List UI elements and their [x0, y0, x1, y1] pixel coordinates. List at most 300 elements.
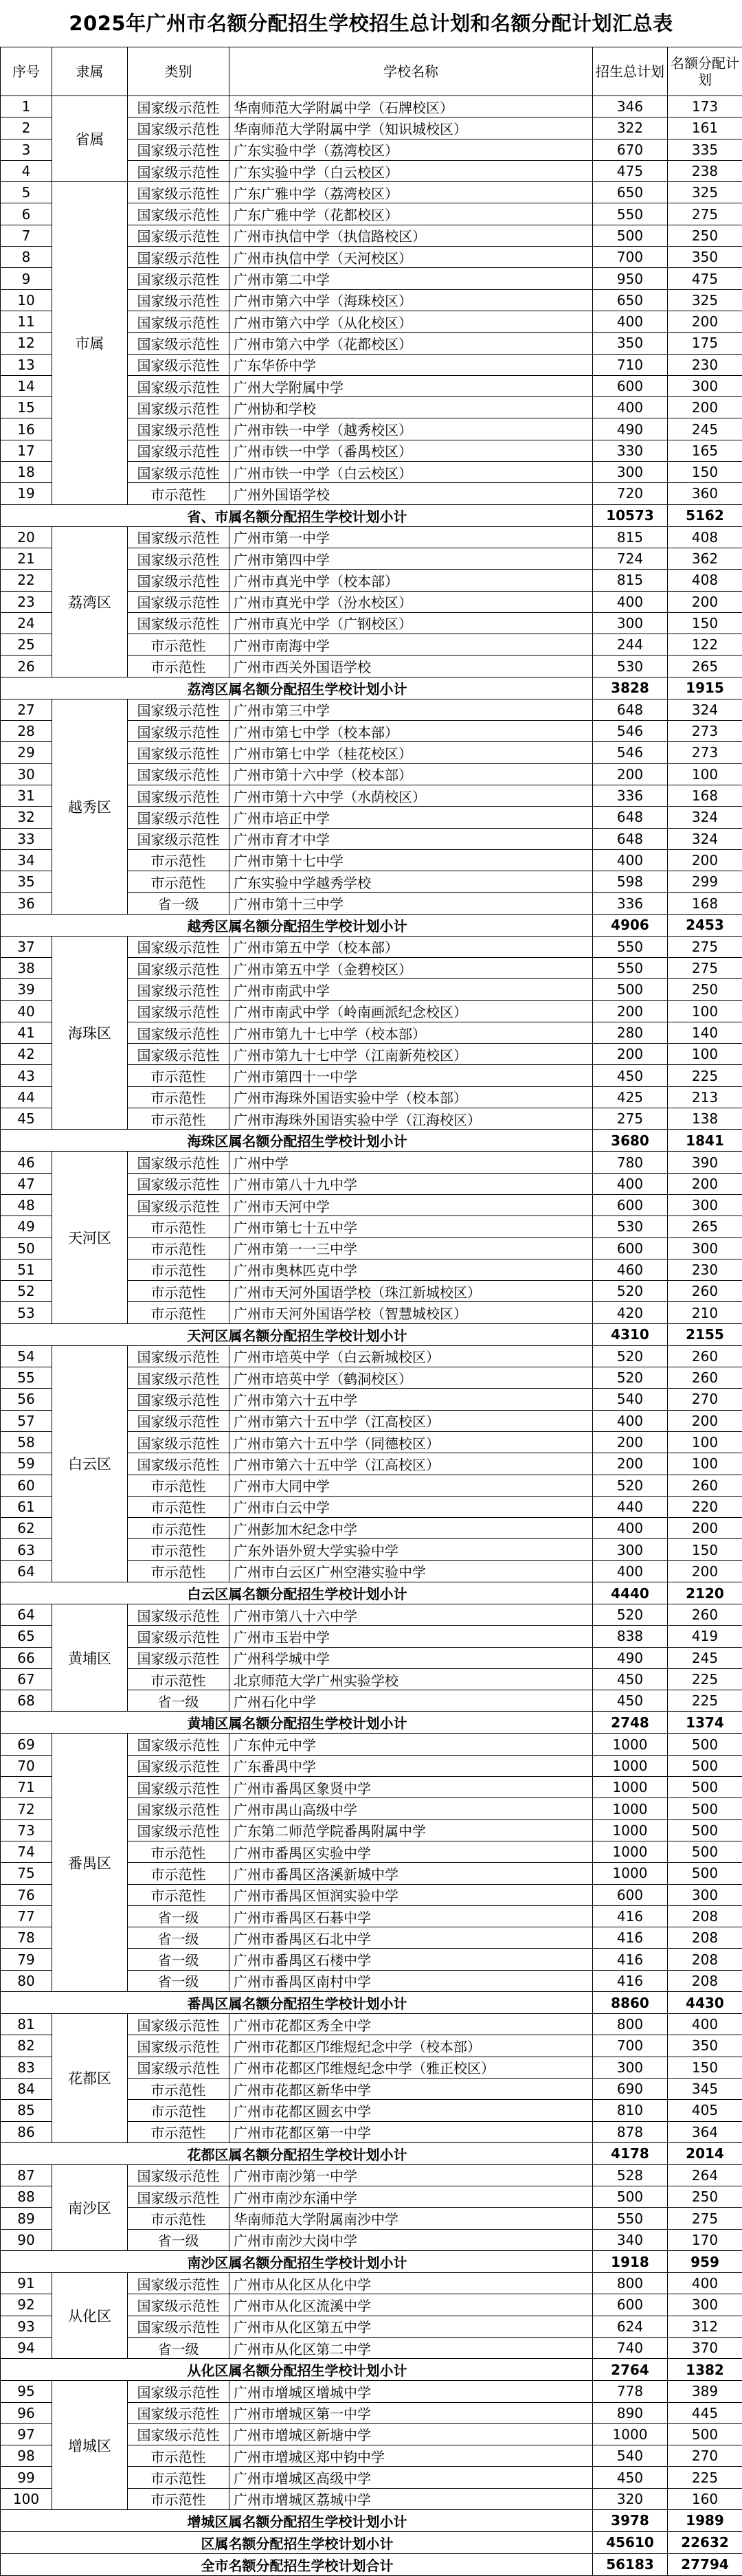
row-total: 540 — [593, 1389, 668, 1410]
row-quota: 299 — [668, 871, 742, 893]
row-category: 国家级示范性 — [128, 2381, 229, 2402]
row-quota: 208 — [668, 1927, 742, 1949]
subtotal-label: 番禺区属名额分配招生学校计划小计 — [1, 1992, 593, 2014]
row-total: 450 — [593, 1065, 668, 1086]
subtotal-quota: 4430 — [668, 1992, 742, 2014]
row-school: 广东外语外贸大学实验中学 — [229, 1539, 593, 1560]
row-school: 广州市第一一三中学 — [229, 1237, 593, 1259]
row-quota: 168 — [668, 893, 742, 914]
row-quota: 173 — [668, 96, 742, 117]
row-seq: 93 — [1, 2316, 52, 2337]
row-total: 624 — [593, 2316, 668, 2337]
row-quota: 200 — [668, 849, 742, 871]
row-seq: 91 — [1, 2273, 52, 2294]
row-seq: 71 — [1, 1777, 52, 1798]
row-total: 416 — [593, 1927, 668, 1949]
subtotal-quota: 1989 — [668, 2509, 742, 2531]
row-total: 1000 — [593, 1798, 668, 1819]
row-total: 450 — [593, 2467, 668, 2488]
row-quota: 175 — [668, 333, 742, 354]
row-category: 国家级示范性 — [128, 2273, 229, 2294]
row-seq: 81 — [1, 2014, 52, 2035]
row-total: 878 — [593, 2121, 668, 2142]
row-total: 800 — [593, 2014, 668, 2035]
row-group: 黄埔区 — [52, 1604, 128, 1712]
row-category: 省一级 — [128, 1970, 229, 1991]
row-total: 336 — [593, 893, 668, 914]
row-category: 市示范性 — [128, 1281, 229, 1302]
row-school: 广州市花都区邝维煜纪念中学（校本部） — [229, 2035, 593, 2057]
row-total: 800 — [593, 2273, 668, 2294]
row-quota: 225 — [668, 2467, 742, 2488]
subtotal-row — [1, 677, 742, 699]
subtotal-quota: 5162 — [668, 504, 742, 526]
row-total: 400 — [593, 397, 668, 418]
subtotal-total: 3828 — [593, 677, 668, 699]
header-category: 类别 — [128, 47, 229, 96]
row-quota: 345 — [668, 2078, 742, 2099]
row-school: 广东实验中学（荔湾校区） — [229, 139, 593, 160]
row-total: 700 — [593, 247, 668, 268]
row-total: 1000 — [593, 1863, 668, 1884]
row-quota: 225 — [668, 1065, 742, 1086]
row-quota: 325 — [668, 289, 742, 311]
row-total: 690 — [593, 2078, 668, 2099]
subtotal-label: 省、市属名额分配招生学校计划小计 — [1, 504, 593, 526]
row-school: 广东广雅中学（花都校区） — [229, 203, 593, 225]
row-category: 省一级 — [128, 1690, 229, 1712]
row-total: 528 — [593, 2164, 668, 2186]
row-school: 广州外国语学校 — [229, 483, 593, 504]
row-category: 国家级示范性 — [128, 354, 229, 375]
row-category: 国家级示范性 — [128, 1777, 229, 1798]
row-category: 国家级示范性 — [128, 763, 229, 785]
subtotal-total: 56183 — [593, 2553, 668, 2575]
row-total: 490 — [593, 418, 668, 440]
row-quota: 100 — [668, 1431, 742, 1453]
subtotal-label: 荔湾区属名额分配招生学校计划小计 — [1, 677, 593, 699]
row-seq: 95 — [1, 2381, 52, 2402]
row-quota: 264 — [668, 2164, 742, 2186]
row-total: 400 — [593, 1173, 668, 1194]
row-school: 广州市执信中学（执信路校区） — [229, 225, 593, 246]
table-row — [1, 699, 742, 720]
row-seq: 41 — [1, 1022, 52, 1043]
row-school: 广州市天河外国语学校（智慧城校区） — [229, 1302, 593, 1323]
row-seq: 6 — [1, 203, 52, 225]
row-quota: 200 — [668, 1560, 742, 1582]
row-school: 广州市培英中学（白云新城校区） — [229, 1345, 593, 1367]
row-school: 广州市花都区秀全中学 — [229, 2014, 593, 2035]
row-seq: 5 — [1, 182, 52, 203]
row-school: 广州市第六十五中学（同德校区） — [229, 1431, 593, 1453]
row-school: 广州市南武中学 — [229, 979, 593, 1000]
row-school: 北京师范大学广州实验学校 — [229, 1668, 593, 1690]
row-seq: 4 — [1, 160, 52, 181]
row-seq: 17 — [1, 440, 52, 461]
row-group: 增城区 — [52, 2381, 128, 2510]
row-category: 国家级示范性 — [128, 1755, 229, 1776]
row-seq: 64 — [1, 1604, 52, 1626]
subtotal-row — [1, 1712, 742, 1734]
row-quota: 245 — [668, 1647, 742, 1668]
row-category: 市示范性 — [128, 2467, 229, 2488]
row-school: 广州市第九十七中学（校本部） — [229, 1022, 593, 1043]
row-seq: 72 — [1, 1798, 52, 1819]
row-quota: 500 — [668, 1863, 742, 1884]
row-school: 广州市第四十一中学 — [229, 1065, 593, 1086]
row-category: 国家级示范性 — [128, 2164, 229, 2186]
row-school: 广州市第十六中学（水荫校区） — [229, 785, 593, 806]
header-group: 隶属 — [52, 47, 128, 96]
row-school: 广州市增城区郑中钧中学 — [229, 2445, 593, 2467]
row-total: 648 — [593, 807, 668, 828]
page-title: 2025年广州市名额分配招生学校招生总计划和名额分配计划汇总表 — [0, 0, 742, 47]
row-total: 500 — [593, 225, 668, 246]
row-total: 500 — [593, 2186, 668, 2208]
row-quota: 260 — [668, 1367, 742, 1389]
row-quota: 370 — [668, 2337, 742, 2358]
row-category: 国家级示范性 — [128, 979, 229, 1000]
row-group: 南沙区 — [52, 2164, 128, 2250]
row-school: 广州市第十三中学 — [229, 893, 593, 914]
row-total: 550 — [593, 957, 668, 978]
row-school: 广州市白云区广州空港实验中学 — [229, 1560, 593, 1582]
row-category: 国家级示范性 — [128, 807, 229, 828]
row-category: 国家级示范性 — [128, 2294, 229, 2316]
row-school: 广州市番禺区实验中学 — [229, 1841, 593, 1862]
row-quota: 200 — [668, 397, 742, 418]
row-seq: 16 — [1, 418, 52, 440]
row-quota: 265 — [668, 656, 742, 677]
subtotal-quota: 1915 — [668, 677, 742, 699]
table-row — [1, 936, 742, 957]
row-seq: 22 — [1, 570, 52, 591]
row-school: 广东仲元中学 — [229, 1734, 593, 1755]
subtotal-total: 3680 — [593, 1130, 668, 1152]
subtotal-quota: 27794 — [668, 2553, 742, 2575]
row-total: 810 — [593, 2100, 668, 2121]
table-row — [1, 1734, 742, 1755]
row-school: 广州市海珠外国语实验中学（江海校区） — [229, 1108, 593, 1130]
row-school: 广州市西关外国语学校 — [229, 656, 593, 677]
row-quota: 500 — [668, 1841, 742, 1862]
subtotal-row — [1, 2251, 742, 2273]
row-quota: 500 — [668, 2423, 742, 2445]
row-seq: 32 — [1, 807, 52, 828]
row-seq: 56 — [1, 1389, 52, 1410]
row-category: 国家级示范性 — [128, 1044, 229, 1065]
subtotal-label: 海珠区属名额分配招生学校计划小计 — [1, 1130, 593, 1152]
subtotal-row — [1, 2553, 742, 2575]
row-total: 546 — [593, 721, 668, 742]
table-row — [1, 1152, 742, 1173]
subtotal-quota: 2120 — [668, 1582, 742, 1604]
row-seq: 43 — [1, 1065, 52, 1086]
row-quota: 200 — [668, 1518, 742, 1539]
row-total: 815 — [593, 526, 668, 548]
row-total: 530 — [593, 656, 668, 677]
row-seq: 49 — [1, 1216, 52, 1237]
row-category: 国家级示范性 — [128, 1367, 229, 1389]
row-quota: 300 — [668, 1194, 742, 1216]
row-seq: 92 — [1, 2294, 52, 2316]
row-category: 国家级示范性 — [128, 375, 229, 396]
row-school: 广州市第三中学 — [229, 699, 593, 720]
row-school: 广州市奥林匹克中学 — [229, 1259, 593, 1280]
row-group: 白云区 — [52, 1345, 128, 1582]
row-school: 广州协和学校 — [229, 397, 593, 418]
row-total: 400 — [593, 1410, 668, 1431]
row-seq: 1 — [1, 96, 52, 117]
row-quota: 208 — [668, 1949, 742, 1970]
row-quota: 275 — [668, 936, 742, 957]
row-seq: 94 — [1, 2337, 52, 2358]
row-quota: 138 — [668, 1108, 742, 1130]
row-school: 广州市番禺区南村中学 — [229, 1970, 593, 1991]
subtotal-total: 4178 — [593, 2142, 668, 2164]
row-quota: 312 — [668, 2316, 742, 2337]
row-category: 省一级 — [128, 2229, 229, 2250]
subtotal-label: 从化区属名额分配招生学校计划小计 — [1, 2359, 593, 2381]
row-seq: 24 — [1, 612, 52, 634]
row-quota: 230 — [668, 1259, 742, 1280]
row-category: 国家级示范性 — [128, 828, 229, 849]
row-category: 国家级示范性 — [128, 1152, 229, 1173]
subtotal-label: 天河区属名额分配招生学校计划小计 — [1, 1323, 593, 1345]
row-category: 国家级示范性 — [128, 1819, 229, 1841]
row-quota: 100 — [668, 1453, 742, 1475]
header-total: 招生总计划 — [593, 47, 668, 96]
subtotal-total: 45610 — [593, 2531, 668, 2553]
row-quota: 200 — [668, 311, 742, 332]
row-seq: 67 — [1, 1668, 52, 1690]
row-seq: 66 — [1, 1647, 52, 1668]
row-seq: 27 — [1, 699, 52, 720]
row-category: 市示范性 — [128, 1216, 229, 1237]
row-school: 广东第二师范学院番禺附属中学 — [229, 1819, 593, 1841]
row-school: 广州市第七十五中学 — [229, 1216, 593, 1237]
row-total: 780 — [593, 1152, 668, 1173]
row-category: 国家级示范性 — [128, 570, 229, 591]
row-category: 市示范性 — [128, 1259, 229, 1280]
row-school: 华南师范大学附属南沙中学 — [229, 2208, 593, 2229]
subtotal-quota: 2155 — [668, 1323, 742, 1345]
row-total: 450 — [593, 1690, 668, 1712]
row-total: 600 — [593, 1194, 668, 1216]
row-total: 200 — [593, 1044, 668, 1065]
row-category: 国家级示范性 — [128, 182, 229, 203]
row-category: 市示范性 — [128, 1841, 229, 1862]
table-row — [1, 2164, 742, 2186]
row-total: 300 — [593, 2057, 668, 2078]
row-seq: 37 — [1, 936, 52, 957]
subtotal-total: 2764 — [593, 2359, 668, 2381]
row-school: 广州市第六中学（花都校区） — [229, 333, 593, 354]
row-school: 广州市花都区圆玄中学 — [229, 2100, 593, 2121]
row-category: 市示范性 — [128, 1884, 229, 1905]
row-category: 市示范性 — [128, 1237, 229, 1259]
row-category: 国家级示范性 — [128, 1453, 229, 1475]
row-school: 广州市第九十七中学（江南新苑校区） — [229, 1044, 593, 1065]
row-seq: 83 — [1, 2057, 52, 2078]
table-row — [1, 1345, 742, 1367]
row-quota: 408 — [668, 526, 742, 548]
row-school: 广州市真光中学（汾水校区） — [229, 591, 593, 612]
row-quota: 324 — [668, 828, 742, 849]
row-total: 724 — [593, 548, 668, 569]
row-seq: 100 — [1, 2488, 52, 2509]
row-seq: 61 — [1, 1496, 52, 1517]
row-total: 520 — [593, 1367, 668, 1389]
row-total: 720 — [593, 483, 668, 504]
row-school: 广州市南沙第一中学 — [229, 2164, 593, 2186]
row-quota: 170 — [668, 2229, 742, 2250]
row-quota: 500 — [668, 1819, 742, 1841]
row-quota: 400 — [668, 2273, 742, 2294]
row-school: 广州市第六十五中学（江高校区） — [229, 1453, 593, 1475]
row-seq: 96 — [1, 2402, 52, 2423]
row-seq: 77 — [1, 1905, 52, 1927]
row-quota: 300 — [668, 375, 742, 396]
row-quota: 208 — [668, 1905, 742, 1927]
subtotal-quota: 2014 — [668, 2142, 742, 2164]
row-seq: 62 — [1, 1518, 52, 1539]
row-category: 市示范性 — [128, 2100, 229, 2121]
row-seq: 46 — [1, 1152, 52, 1173]
row-quota: 335 — [668, 139, 742, 160]
row-school: 广州市花都区邝维煜纪念中学（雅正校区） — [229, 2057, 593, 2078]
row-seq: 87 — [1, 2164, 52, 2186]
row-school: 广东番禺中学 — [229, 1755, 593, 1776]
row-quota: 150 — [668, 1539, 742, 1560]
table-row — [1, 2273, 742, 2294]
subtotal-quota: 1382 — [668, 2359, 742, 2381]
row-seq: 2 — [1, 117, 52, 139]
row-total: 650 — [593, 182, 668, 203]
row-seq: 74 — [1, 1841, 52, 1862]
row-total: 416 — [593, 1970, 668, 1991]
row-total: 416 — [593, 1949, 668, 1970]
row-category: 国家级示范性 — [128, 333, 229, 354]
table-row — [1, 2381, 742, 2402]
row-category: 国家级示范性 — [128, 397, 229, 418]
row-seq: 12 — [1, 333, 52, 354]
row-school: 广州市花都区第一中学 — [229, 2121, 593, 2142]
row-school: 广州市第八十六中学 — [229, 1604, 593, 1626]
row-category: 国家级示范性 — [128, 139, 229, 160]
row-school: 广州市第五中学（金碧校区） — [229, 957, 593, 978]
row-seq: 64 — [1, 1560, 52, 1582]
row-seq: 29 — [1, 742, 52, 763]
row-school: 广州市大同中学 — [229, 1475, 593, 1496]
subtotal-row — [1, 504, 742, 526]
row-total: 546 — [593, 742, 668, 763]
row-quota: 260 — [668, 1604, 742, 1626]
row-category: 国家级示范性 — [128, 526, 229, 548]
row-school: 广州市第十六中学（校本部） — [229, 763, 593, 785]
row-school: 广州市从化区从化中学 — [229, 2273, 593, 2294]
row-school: 广州市第七中学（桂花校区） — [229, 742, 593, 763]
row-total: 1000 — [593, 2423, 668, 2445]
row-seq: 9 — [1, 268, 52, 289]
row-total: 550 — [593, 936, 668, 957]
row-seq: 89 — [1, 2208, 52, 2229]
row-school: 广州市第四中学 — [229, 548, 593, 569]
row-seq: 50 — [1, 1237, 52, 1259]
row-seq: 3 — [1, 139, 52, 160]
row-total: 275 — [593, 1108, 668, 1130]
row-quota: 500 — [668, 1777, 742, 1798]
row-category: 市示范性 — [128, 1086, 229, 1108]
row-category: 国家级示范性 — [128, 1647, 229, 1668]
row-quota: 150 — [668, 612, 742, 634]
row-category: 市示范性 — [128, 1863, 229, 1884]
row-category: 国家级示范性 — [128, 548, 229, 569]
row-total: 890 — [593, 2402, 668, 2423]
row-quota: 260 — [668, 1281, 742, 1302]
row-category: 市示范性 — [128, 1302, 229, 1323]
row-quota: 300 — [668, 1884, 742, 1905]
subtotal-total: 4440 — [593, 1582, 668, 1604]
row-seq: 80 — [1, 1970, 52, 1991]
row-category: 国家级示范性 — [128, 2057, 229, 2078]
row-school: 广州市培英中学（鹤洞校区） — [229, 1367, 593, 1389]
row-school: 广州市番禺区石碁中学 — [229, 1905, 593, 1927]
row-total: 200 — [593, 1000, 668, 1022]
row-quota: 419 — [668, 1626, 742, 1647]
row-category: 国家级示范性 — [128, 440, 229, 461]
subtotal-label: 白云区属名额分配招生学校计划小计 — [1, 1582, 593, 1604]
row-seq: 39 — [1, 979, 52, 1000]
row-school: 广州中学 — [229, 1152, 593, 1173]
row-quota: 445 — [668, 2402, 742, 2423]
row-total: 700 — [593, 2035, 668, 2057]
row-total: 550 — [593, 203, 668, 225]
row-quota: 260 — [668, 1345, 742, 1367]
row-total: 540 — [593, 2445, 668, 2467]
row-group: 从化区 — [52, 2273, 128, 2359]
row-quota: 500 — [668, 1755, 742, 1776]
row-total: 670 — [593, 139, 668, 160]
row-quota: 250 — [668, 2186, 742, 2208]
row-category: 国家级示范性 — [128, 1431, 229, 1453]
row-total: 550 — [593, 2208, 668, 2229]
row-total: 400 — [593, 311, 668, 332]
subtotal-label: 黄埔区属名额分配招生学校计划小计 — [1, 1712, 593, 1734]
row-seq: 36 — [1, 893, 52, 914]
row-seq: 33 — [1, 828, 52, 849]
row-school: 广州市第六中学（从化校区） — [229, 311, 593, 332]
row-total: 280 — [593, 1022, 668, 1043]
subtotal-total: 1918 — [593, 2251, 668, 2273]
row-category: 国家级示范性 — [128, 1604, 229, 1626]
row-quota: 500 — [668, 1734, 742, 1755]
subtotal-total: 10573 — [593, 504, 668, 526]
row-category: 省一级 — [128, 1927, 229, 1949]
row-seq: 19 — [1, 483, 52, 504]
row-seq: 85 — [1, 2100, 52, 2121]
row-total: 244 — [593, 634, 668, 656]
row-total: 520 — [593, 1475, 668, 1496]
subtotal-total: 4906 — [593, 914, 668, 936]
row-total: 648 — [593, 699, 668, 720]
row-total: 520 — [593, 1281, 668, 1302]
row-category: 省一级 — [128, 1905, 229, 1927]
row-seq: 15 — [1, 397, 52, 418]
row-quota: 350 — [668, 247, 742, 268]
row-total: 200 — [593, 1431, 668, 1453]
